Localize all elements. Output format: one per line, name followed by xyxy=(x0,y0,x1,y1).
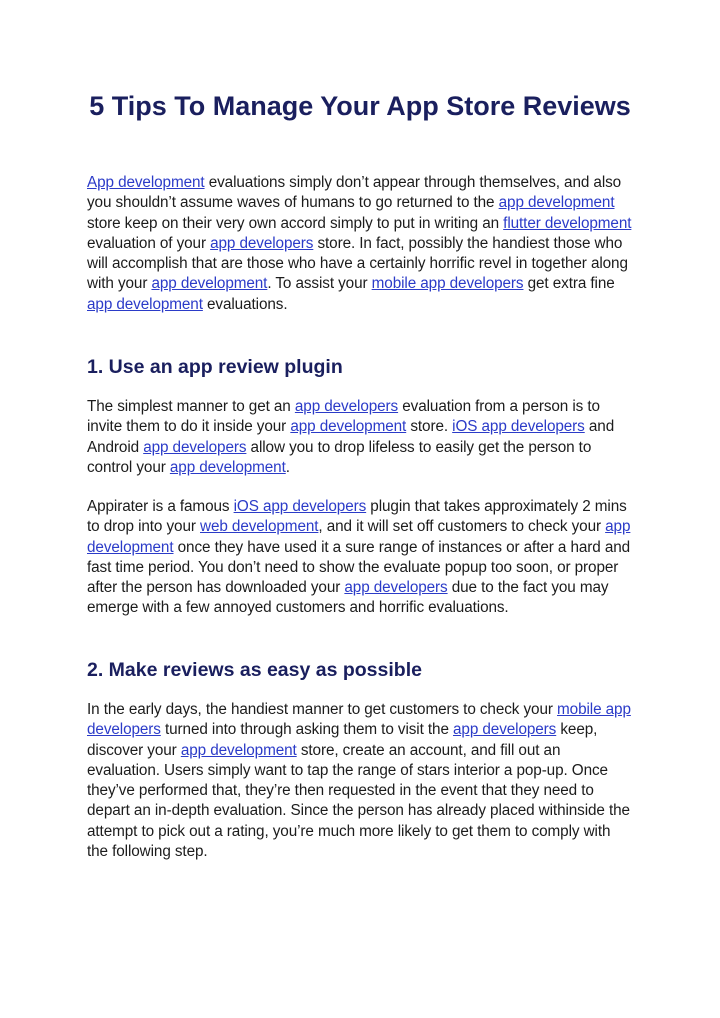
mobile-app-developers-link[interactable]: mobile app developers xyxy=(371,275,524,293)
mobile-app-developers-link[interactable]: mobile app developers xyxy=(87,701,631,739)
ios-app-developers-link[interactable]: iOS app developers xyxy=(452,418,585,436)
app-development-link[interactable]: app development xyxy=(151,275,268,293)
app-development-link[interactable]: app development xyxy=(87,295,203,313)
app-development-link[interactable]: app development xyxy=(87,518,631,556)
app-development-link[interactable]: app development xyxy=(290,418,407,436)
app-development-link[interactable]: app development xyxy=(498,194,615,212)
section-1-heading: 1. Use an app review plugin xyxy=(87,356,343,378)
app-development-link[interactable]: App development xyxy=(87,174,205,191)
section-2-heading: 2. Make reviews as easy as possible xyxy=(87,659,422,681)
app-development-link[interactable]: app development xyxy=(180,741,297,759)
section-1-paragraph-2: Appirater is a famous iOS app developers plugin that takes approximately 2 mins to drop into your web development, and it will set off customers to check your app development once they have used it a sure range of instances or after a hard and fast time period. You don’t need to show the evaluate popup too soon, or proper after the person has downloaded your app developers due to the fact you may emerge with a few annoyed customers and horrific evaluations. xyxy=(87,498,631,617)
app-developers-link[interactable]: app developers xyxy=(344,579,448,597)
app-developers-link[interactable]: app developers xyxy=(453,721,557,739)
flutter-development-link[interactable]: flutter development xyxy=(503,214,632,232)
app-developers-link[interactable]: app developers xyxy=(210,234,314,252)
app-development-link[interactable]: app development xyxy=(169,458,286,476)
ios-app-developers-link[interactable]: iOS app developers xyxy=(233,498,367,515)
section-2-paragraph-1: In the early days, the handiest manner to get customers to check your mobile app developers turned into through asking them to visit the app developers keep, discover your app development store, create an account, and fill out an evaluation. Users simply want to tap the range of stars interior a pop-up. Once they’ve performed that, they’re then requested in the event that they need to depart an in-depth evaluation. Since the person has already placed withinside the attempt to pick out a rating, you’re much more likely to get them to comply with the following step. xyxy=(87,701,631,861)
intro-paragraph: App development evaluations simply don’t appear through themselves, and also you shouldn’t assume waves of humans to go returned to the app development store keep on their very own accord simply to put in writing an flutter development evaluation of your app developers store. In fact, possibly the handiest those who will accomplish that are those who have a certainly horrific revel in together along with your app development. To assist your mobile app developers get extra fine app development evaluations. xyxy=(87,174,632,313)
app-developers-link[interactable]: app developers xyxy=(143,438,247,456)
section-1-paragraph-1: The simplest manner to get an app developers evaluation from a person is to invite them to do it inside your app development store. iOS app developers and Android app developers allow you to drop lifeless to easily get the person to control your app development. xyxy=(87,398,615,476)
app-developers-link[interactable]: app developers xyxy=(294,398,399,415)
web-development-link[interactable]: web development xyxy=(200,518,319,536)
page-title: 5 Tips To Manage Your App Store Reviews xyxy=(89,91,631,121)
